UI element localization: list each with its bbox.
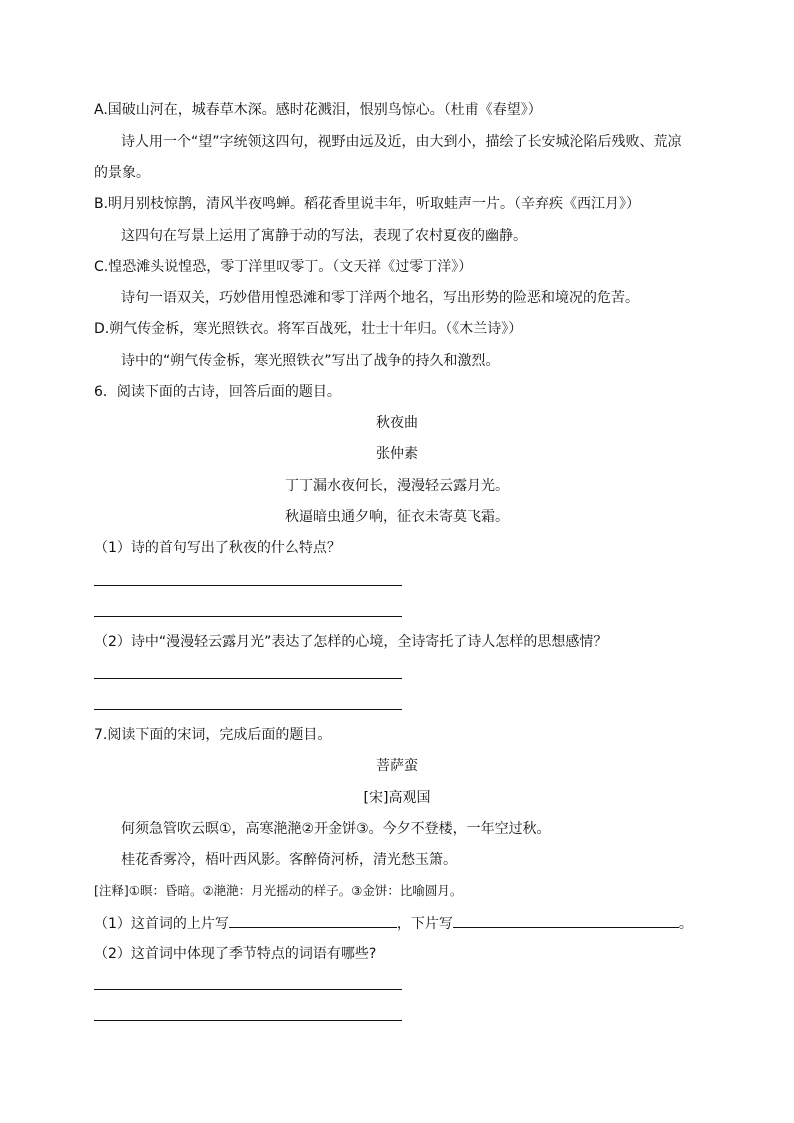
option-b-line: B.明月别枝惊鹊，清风半夜鸣蝉。稻花香里说丰年，听取蛙声一片。（辛弃疾《西江月》） xyxy=(94,196,641,212)
q6-sub-question-1: （1）诗的首句写出了秋夜的什么特点？ xyxy=(94,540,341,556)
q7-2-answer-line-1[interactable] xyxy=(94,989,402,990)
q6-poem-line-2: 秋逼暗虫通夕响，征衣未寄莫飞霜。 xyxy=(285,509,509,525)
q7-annotation-note: [注释]①暝：昏暗。②滟滟：月光摇动的样子。③金饼：比喻圆月。 xyxy=(94,883,463,898)
q7-1-blank-upper[interactable] xyxy=(229,913,397,928)
q7-poem-line-2: 桂花香雾冷，梧叶西风影。客醉倚河桥，清光愁玉箫。 xyxy=(121,852,457,868)
option-d-line: D.朔气传金柝，寒光照铁衣。将军百战死，壮士十年归。（《木兰诗》） xyxy=(94,321,523,337)
q7-poem-title: 菩萨蛮 xyxy=(376,758,418,774)
option-a-comment-1: 诗人用一个“望”字统领这四句，视野由远及近，由大到小，描绘了长安城沦陷后残败、荒凉 xyxy=(121,134,682,150)
q6-poem-author: 张仲素 xyxy=(376,446,418,462)
q7-1-prefix: （1）这首词的上片写 xyxy=(94,916,229,932)
option-b-comment: 这四句在写景上运用了寓静于动的写法，表现了农村夏夜的幽静。 xyxy=(121,228,527,244)
option-c-line: C.惶恐滩头说惶恐，零丁洋里叹零丁。（文天祥《过零丁洋》） xyxy=(94,259,473,275)
q7-sub-question-2: （2）这首词中体现了季节特点的词语有哪些? xyxy=(94,946,377,962)
q7-1-end: 。 xyxy=(678,916,693,932)
q7-1-blank-lower[interactable] xyxy=(453,913,679,928)
question-7-stem: 7.阅读下面的宋词，完成后面的题目。 xyxy=(94,727,332,743)
q6-1-answer-line-2[interactable] xyxy=(94,616,402,617)
q6-2-answer-line-2[interactable] xyxy=(94,709,402,710)
q7-2-answer-line-2[interactable] xyxy=(94,1020,402,1021)
option-a-comment-2: 的景象。 xyxy=(94,165,150,181)
q7-poem-line-1: 何须急管吹云暝①，高寒滟滟②开金饼③。今夕不登楼，一年空过秋。 xyxy=(121,821,551,837)
q7-poem-author: [宋]高观国 xyxy=(363,790,431,806)
q6-sub-question-2: （2）诗中“漫漫轻云露月光”表达了怎样的心境，全诗寄托了诗人怎样的思想感情？ xyxy=(94,634,608,650)
q7-1-middle: ，下片写 xyxy=(396,916,453,932)
option-d-comment: 诗中的“朔气传金柝，寒光照铁衣”写出了战争的持久和激烈。 xyxy=(121,353,500,369)
question-6-stem: 6．阅读下面的古诗，回答后面的题目。 xyxy=(94,384,341,400)
option-a-line: A.国破山河在，城春草木深。感时花溅泪，恨别鸟惊心。（杜甫《春望》） xyxy=(94,102,542,118)
q6-1-answer-line-1[interactable] xyxy=(94,585,402,586)
q7-sub-question-1 xyxy=(94,913,693,933)
q6-poem-line-1: 丁丁漏水夜何长，漫漫轻云露月光。 xyxy=(285,478,509,494)
q6-2-answer-line-1[interactable] xyxy=(94,678,402,679)
option-c-comment: 诗句一语双关，巧妙借用惶恐滩和零丁洋两个地名，写出形势的险恶和境况的危苦。 xyxy=(121,290,639,306)
q6-poem-title: 秋夜曲 xyxy=(376,415,418,431)
